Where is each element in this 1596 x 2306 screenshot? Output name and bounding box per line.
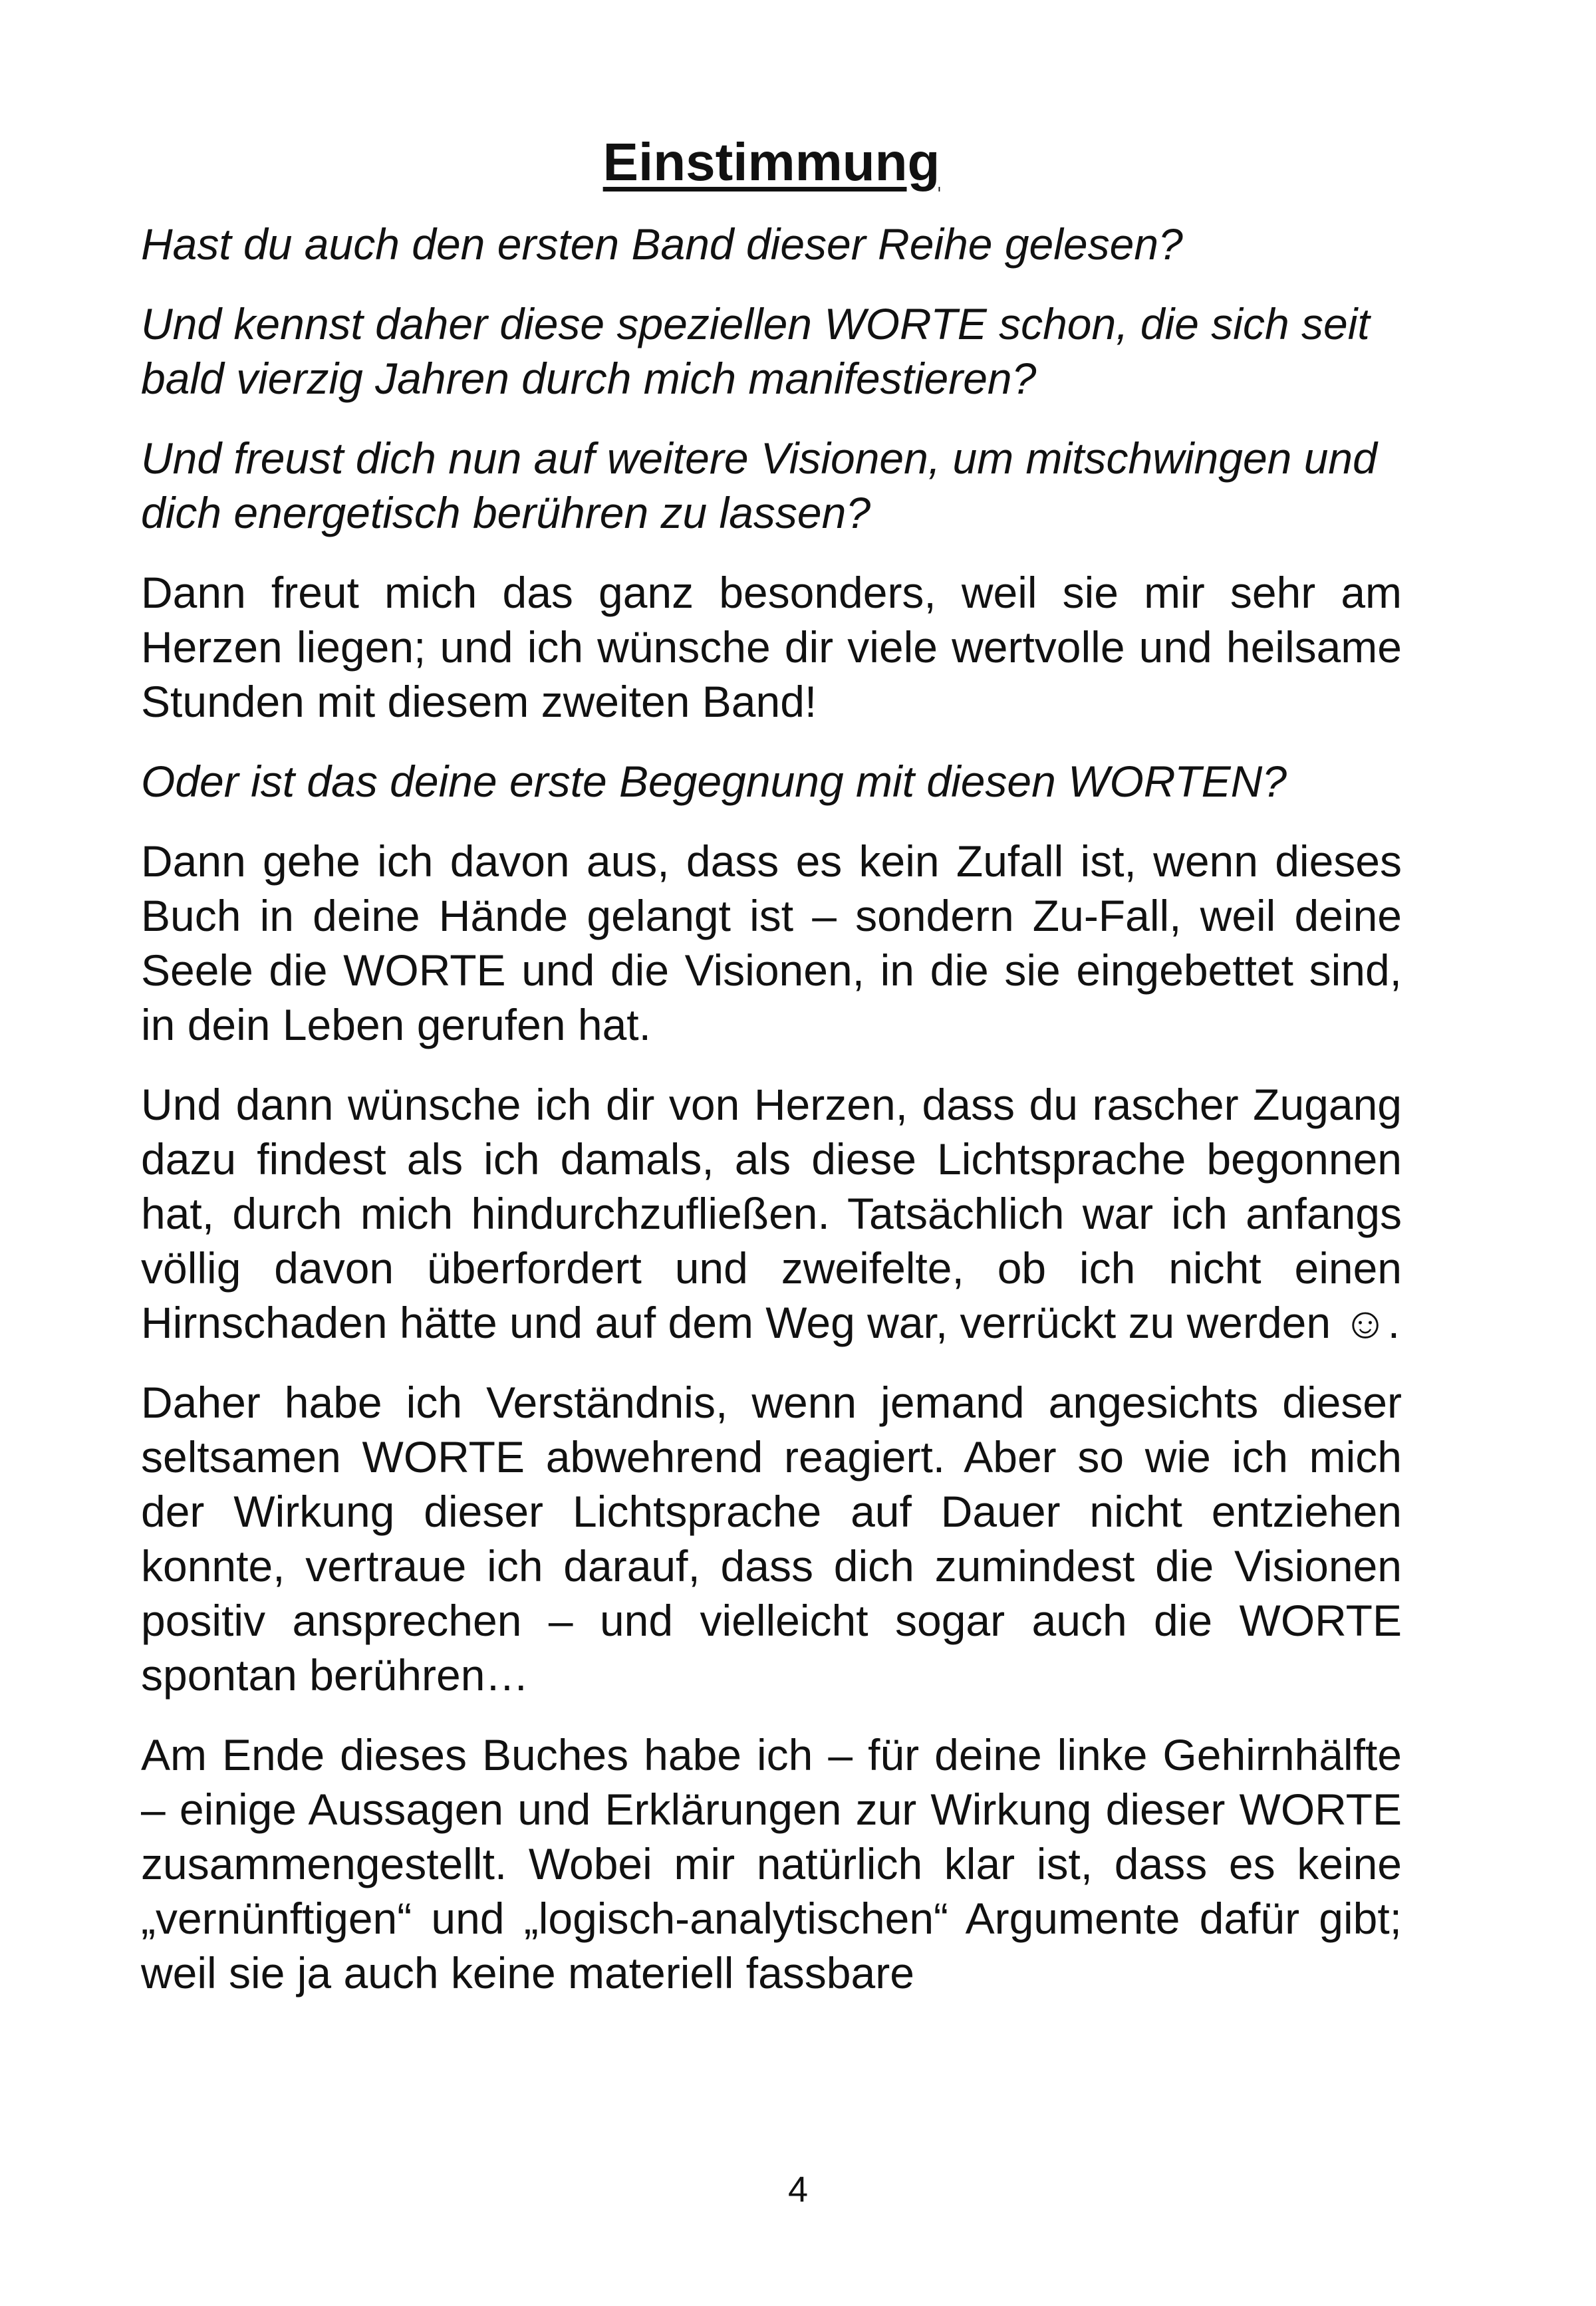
paragraph-9: Am Ende dieses Buches habe ich – für deine linke Gehirnhälfte – einige Aussagen und Erklärungen zur Wirkung dieser WORTE zusammengestellt. Wobei mir natürlich klar ist, dass es keine „vernünftigen“ und „logisch-analytischen“ Argumente dafür gibt; weil sie ja auch keine materiell fassbare bbox=[141, 1730, 1402, 1997]
paragraph-4: Dann freut mich das ganz besonders, weil sie mir sehr am Herzen liegen; und ich wünsche dir viele wertvolle und heilsame Stunden mit diesem zweiten Band! bbox=[141, 568, 1402, 726]
paragraph-3: Und freust dich nun auf weitere Visionen, um mitschwingen und dich energetisch berühren zu lassen? bbox=[141, 434, 1377, 537]
paragraph-8: Daher habe ich Verständnis, wenn jemand angesichts dieser seltsamen WORTE abwehrend reagiert. Aber so wie ich mich der Wirkung dieser Lichtsprache auf Dauer nicht entziehen konnte, vertraue ich darauf, dass dich zumindest die Visionen positiv ansprechen – und vielleicht sogar auch die WORTE spontan berühren… bbox=[141, 1378, 1402, 1700]
paragraph-1: Hast du auch den ersten Band dieser Reihe gelesen? bbox=[141, 219, 1183, 269]
paragraph-7: Und dann wünsche ich dir von Herzen, dass du rascher Zugang dazu findest als ich damals, als diese Lichtsprache begonnen hat, durch mich hindurchzufließen. Tatsächlich war ich anfangs völlig davon überfordert und zweifelte, ob ich nicht einen Hirnschaden hätte und auf dem Weg war, verrückt zu werden ☺. bbox=[141, 1080, 1402, 1347]
paragraph-2: Und kennst daher diese speziellen WORTE schon, die sich seit bald vierzig Jahren durch mich manifestieren? bbox=[141, 299, 1370, 403]
page-title: Einstimmung bbox=[602, 132, 940, 192]
page-number: 4 bbox=[787, 2170, 809, 2210]
document-page bbox=[141, 133, 1402, 2025]
paragraph-6: Dann gehe ich davon aus, dass es kein Zufall ist, wenn dieses Buch in deine Hände gelangt ist – sondern Zu-Fall, weil deine Seele die WORTE und die Visionen, in die sie eingebettet sind, in dein Leben gerufen hat. bbox=[141, 836, 1402, 1049]
paragraph-5: Oder ist das deine erste Begegnung mit diesen WORTEN? bbox=[141, 757, 1287, 806]
